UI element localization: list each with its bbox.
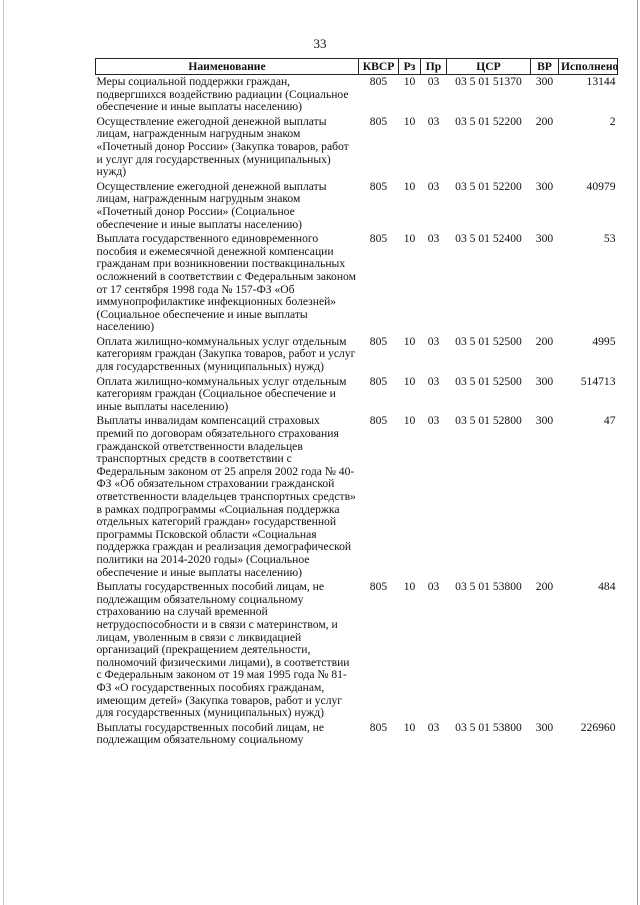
cell-name: Выплаты государственных пособий лицам, не подлежащим обязательному социальному страхованию на случай временной нетрудоспособности и в связи с материнством, и лицам, уволенным в связи с ликвидацией организаций (прекращением деятельности, полномочий физическими лицами), в соответствии с Федеральным законом от 19 мая 1995 года № 81-ФЗ «О государственных пособиях гражданам, имеющим детей» (Закупка товаров, работ и услуг для государственных (муниципальных) нужд): [96, 580, 350, 720]
cell-vr: 300: [535, 75, 554, 88]
cell-vr: 200: [535, 334, 554, 348]
cell-executed: 40979: [586, 179, 616, 193]
header-rz: Рз: [399, 59, 421, 75]
budget-table: [95, 58, 618, 748]
cell-kvsr: 805: [369, 414, 388, 428]
cell-name: Меры социальной поддержки граждан, подвергшихся воздействию радиации (Социальное обеспечение и иные выплаты населению): [96, 75, 349, 114]
table-row: [96, 115, 618, 180]
table-row: [96, 414, 618, 580]
cell-executed: 226960: [580, 720, 616, 734]
cell-executed: 13144: [586, 75, 616, 88]
cell-vr: 300: [535, 179, 554, 193]
header-pr: Пр: [421, 59, 447, 75]
header-csr: ЦСР: [447, 59, 531, 75]
cell-csr: 03 5 01 51370: [455, 75, 522, 88]
table-row: [96, 721, 618, 748]
cell-csr: 03 5 01 52400: [455, 232, 522, 246]
cell-name: Оплата жилищно-коммунальных услуг отдельным категориям граждан (Социальное обеспечение и иные выплаты населению): [96, 374, 347, 413]
cell-rz: 10: [403, 414, 416, 428]
cell-csr: 03 5 01 52200: [455, 114, 522, 128]
cell-csr: 03 5 01 53800: [455, 720, 522, 734]
table-row: [96, 375, 618, 415]
cell-executed: 4995: [592, 334, 616, 348]
cell-csr: 03 5 01 52200: [455, 179, 522, 193]
cell-vr: 200: [535, 114, 554, 128]
cell-rz: 10: [403, 334, 416, 348]
header-vr: ВР: [531, 59, 559, 75]
cell-name: Выплаты инвалидам компенсаций страховых премий по договорам обязательного страхования гражданской ответственности владельцев транспортных средств в соответствии с Федеральным законом от 25 апреля 2002 года № 40-ФЗ «Об обязательном страховании гражданской ответственности владельцев транспортных средств» в рамках подпрограммы «Социальная поддержка отдельных категорий граждан» государственной программы Псковской области «Социальная поддержка граждан и реализация демографической политики на 2014-2020 годы» (Социальное обеспечение и иные выплаты населению): [96, 414, 356, 579]
cell-kvsr: 805: [369, 374, 388, 388]
page-number: 33: [313, 36, 327, 51]
cell-name: Осуществление ежегодной денежной выплаты лицам, награжденным нагрудным знаком «Почетный донор России» (Социальное обеспечение и иные выплаты населению): [96, 179, 327, 231]
cell-csr: 03 5 01 53800: [455, 580, 522, 594]
cell-executed: 53: [603, 232, 616, 246]
cell-name: Выплаты государственных пособий лицам, не подлежащим обязательному социальному: [96, 720, 324, 747]
cell-executed: 2: [609, 114, 616, 128]
cell-kvsr: 805: [369, 580, 388, 594]
cell-name: Выплата государственного единовременного пособия и ежемесячной денежной компенсации гражданам при возникновении поствакцинальных осложнений в соответствии с Федеральным законом от 17 сентября 1998 года № 157-ФЗ «Об иммунопрофилактике инфекционных болезней» (Социальное обеспечение и иные выплаты населению): [96, 232, 356, 334]
cell-executed: 484: [598, 580, 616, 594]
cell-pr: 03: [427, 374, 440, 388]
table-row: [96, 75, 618, 115]
cell-pr: 03: [427, 114, 440, 128]
cell-pr: 03: [427, 414, 440, 428]
header-kvsr: КВСР: [359, 59, 399, 75]
header-executed: Исполнено: [559, 59, 618, 75]
cell-pr: 03: [427, 232, 440, 246]
header-name: Наименование: [96, 59, 359, 75]
cell-name: Осуществление ежегодной денежной выплаты лицам, награжденным нагрудным знаком «Почетный донор России» (Закупка товаров, работ и услуг для государственных (муниципальных) нужд): [96, 114, 349, 179]
cell-pr: 03: [427, 334, 440, 348]
cell-vr: 200: [535, 580, 554, 594]
cell-kvsr: 805: [369, 720, 388, 734]
cell-pr: 03: [427, 179, 440, 193]
table-header-row: [96, 59, 618, 75]
cell-executed: 47: [603, 414, 616, 428]
cell-rz: 10: [403, 374, 416, 388]
table-row: [96, 180, 618, 232]
cell-rz: 10: [403, 720, 416, 734]
cell-csr: 03 5 01 52500: [455, 334, 522, 348]
cell-kvsr: 805: [369, 334, 388, 348]
cell-vr: 300: [535, 414, 554, 428]
cell-pr: 03: [427, 580, 440, 594]
table-row: [96, 232, 618, 335]
cell-rz: 10: [403, 232, 416, 246]
cell-pr: 03: [427, 75, 440, 88]
cell-executed: 514713: [580, 374, 616, 388]
cell-rz: 10: [403, 580, 416, 594]
cell-csr: 03 5 01 52800: [455, 414, 522, 428]
cell-pr: 03: [427, 720, 440, 734]
table-row: [96, 580, 618, 721]
cell-kvsr: 805: [369, 232, 388, 246]
cell-vr: 300: [535, 720, 554, 734]
cell-rz: 10: [403, 75, 416, 88]
scan-edge-left: [3, 0, 4, 905]
cell-kvsr: 805: [369, 75, 388, 88]
cell-vr: 300: [535, 232, 554, 246]
cell-rz: 10: [403, 114, 416, 128]
cell-csr: 03 5 01 52500: [455, 374, 522, 388]
cell-kvsr: 805: [369, 179, 388, 193]
cell-kvsr: 805: [369, 114, 388, 128]
cell-vr: 300: [535, 374, 554, 388]
table-row: [96, 335, 618, 375]
cell-rz: 10: [403, 179, 416, 193]
scan-edge-right: [637, 0, 638, 905]
cell-name: Оплата жилищно-коммунальных услуг отдельным категориям граждан (Закупка товаров, работ и услуг для государственных (муниципальных) нужд): [96, 334, 356, 374]
